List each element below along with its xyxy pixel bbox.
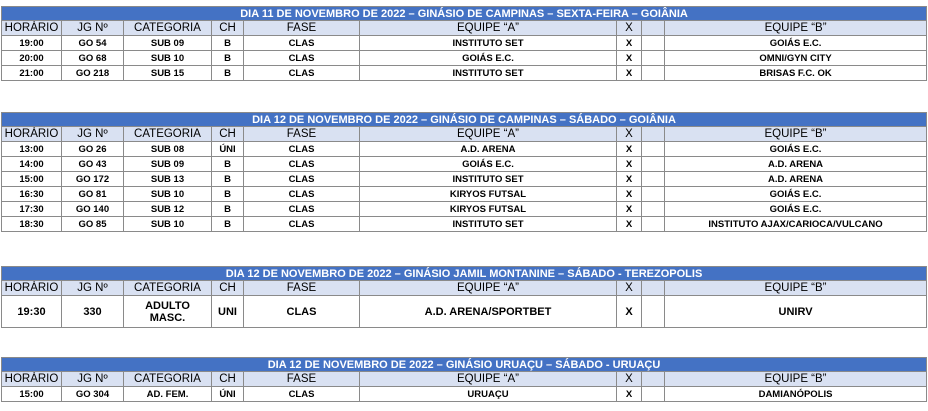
cell-jogo: GO 140 bbox=[62, 202, 124, 217]
cell-categoria: SUB 09 bbox=[124, 36, 212, 51]
header-equipe-b: EQUIPE “B” bbox=[665, 127, 927, 142]
cell-ch: B bbox=[212, 51, 244, 66]
cell-jogo: GO 172 bbox=[62, 172, 124, 187]
cell-categoria: SUB 09 bbox=[124, 157, 212, 172]
cell-horario: 14:00 bbox=[2, 157, 62, 172]
cell-jogo: GO 26 bbox=[62, 142, 124, 157]
header-blank bbox=[642, 372, 665, 387]
cell-equipe-a: GOIÁS E.C. bbox=[360, 51, 617, 66]
cell-fase: CLAS bbox=[244, 187, 360, 202]
cell-blank bbox=[642, 172, 665, 187]
cell-jogo: GO 218 bbox=[62, 66, 124, 81]
header-horario: HORÁRIO bbox=[2, 281, 62, 296]
header-fase: FASE bbox=[244, 127, 360, 142]
cell-jogo: GO 304 bbox=[62, 387, 124, 402]
cell-ch: ÚNI bbox=[212, 387, 244, 402]
schedule-table bbox=[1, 112, 927, 232]
table-row bbox=[2, 51, 927, 66]
cell-horario: 16:30 bbox=[2, 187, 62, 202]
cell-ch: B bbox=[212, 187, 244, 202]
cell-x: X bbox=[617, 202, 642, 217]
cell-x: X bbox=[617, 217, 642, 232]
header-jogo: JG Nº bbox=[62, 127, 124, 142]
cell-ch: B bbox=[212, 36, 244, 51]
cell-ch: B bbox=[212, 202, 244, 217]
header-horario: HORÁRIO bbox=[2, 127, 62, 142]
cell-categoria: SUB 12 bbox=[124, 202, 212, 217]
cell-categoria: SUB 13 bbox=[124, 172, 212, 187]
header-blank bbox=[642, 21, 665, 36]
cell-equipe-a: URUAÇU bbox=[360, 387, 617, 402]
cell-fase: CLAS bbox=[244, 296, 360, 328]
header-blank bbox=[642, 281, 665, 296]
cell-blank bbox=[642, 387, 665, 402]
cell-x: X bbox=[617, 157, 642, 172]
header-ch: CH bbox=[212, 127, 244, 142]
cell-equipe-b: DAMIANÓPOLIS bbox=[665, 387, 927, 402]
cell-jogo: GO 43 bbox=[62, 157, 124, 172]
table-row bbox=[2, 217, 927, 232]
cell-horario: 15:00 bbox=[2, 172, 62, 187]
header-jogo: JG Nº bbox=[62, 281, 124, 296]
cell-horario: 19:30 bbox=[2, 296, 62, 328]
header-ch: CH bbox=[212, 372, 244, 387]
table-row bbox=[2, 157, 927, 172]
table-row bbox=[2, 142, 927, 157]
header-fase: FASE bbox=[244, 21, 360, 36]
cell-ch: UNI bbox=[212, 296, 244, 328]
cell-equipe-b: A.D. ARENA bbox=[665, 157, 927, 172]
header-blank bbox=[642, 127, 665, 142]
cell-categoria: SUB 10 bbox=[124, 217, 212, 232]
cell-equipe-a: A.D. ARENA/SPORTBET bbox=[360, 296, 617, 328]
cell-horario: 20:00 bbox=[2, 51, 62, 66]
table-row bbox=[2, 387, 927, 402]
header-equipe-a: EQUIPE “A” bbox=[360, 127, 617, 142]
table-row bbox=[2, 187, 927, 202]
schedule-title: DIA 12 DE NOVEMBRO DE 2022 – GINÁSIO URUAÇU – SÁBADO - URUAÇU bbox=[2, 358, 927, 372]
cell-equipe-b: GOIÁS E.C. bbox=[665, 202, 927, 217]
header-jogo: JG Nº bbox=[62, 21, 124, 36]
cell-fase: CLAS bbox=[244, 66, 360, 81]
cell-equipe-a: KIRYOS FUTSAL bbox=[360, 202, 617, 217]
cell-equipe-b: INSTITUTO AJAX/CARIOCA/VULCANO bbox=[665, 217, 927, 232]
header-fase: FASE bbox=[244, 372, 360, 387]
cell-ch: ÚNI bbox=[212, 142, 244, 157]
schedule-table bbox=[1, 357, 927, 402]
cell-fase: CLAS bbox=[244, 157, 360, 172]
header-jogo: JG Nº bbox=[62, 372, 124, 387]
cell-equipe-a: KIRYOS FUTSAL bbox=[360, 187, 617, 202]
cell-categoria: AD. FEM. bbox=[124, 387, 212, 402]
cell-equipe-a: INSTITUTO SET bbox=[360, 36, 617, 51]
cell-blank bbox=[642, 217, 665, 232]
cell-equipe-a: INSTITUTO SET bbox=[360, 66, 617, 81]
header-fase: FASE bbox=[244, 281, 360, 296]
cell-blank bbox=[642, 202, 665, 217]
cell-jogo: GO 68 bbox=[62, 51, 124, 66]
cell-fase: CLAS bbox=[244, 202, 360, 217]
cell-equipe-b: GOIÁS E.C. bbox=[665, 187, 927, 202]
cell-equipe-b: UNIRV bbox=[665, 296, 927, 328]
cell-blank bbox=[642, 142, 665, 157]
cell-blank bbox=[642, 51, 665, 66]
cell-equipe-b: OMNI/GYN CITY bbox=[665, 51, 927, 66]
cell-fase: CLAS bbox=[244, 387, 360, 402]
header-horario: HORÁRIO bbox=[2, 372, 62, 387]
cell-jogo: GO 81 bbox=[62, 187, 124, 202]
header-ch: CH bbox=[212, 21, 244, 36]
header-categoria: CATEGORIA bbox=[124, 127, 212, 142]
cell-fase: CLAS bbox=[244, 172, 360, 187]
header-x: X bbox=[617, 281, 642, 296]
header-categoria: CATEGORIA bbox=[124, 281, 212, 296]
cell-fase: CLAS bbox=[244, 36, 360, 51]
cell-x: X bbox=[617, 142, 642, 157]
cell-horario: 21:00 bbox=[2, 66, 62, 81]
cell-categoria: ADULTO MASC. bbox=[124, 296, 212, 328]
cell-blank bbox=[642, 157, 665, 172]
table-row bbox=[2, 296, 927, 328]
cell-x: X bbox=[617, 66, 642, 81]
header-equipe-b: EQUIPE “B” bbox=[665, 21, 927, 36]
cell-categoria: SUB 08 bbox=[124, 142, 212, 157]
cell-blank bbox=[642, 36, 665, 51]
cell-ch: B bbox=[212, 172, 244, 187]
header-x: X bbox=[617, 127, 642, 142]
cell-fase: CLAS bbox=[244, 217, 360, 232]
cell-x: X bbox=[617, 36, 642, 51]
header-categoria: CATEGORIA bbox=[124, 372, 212, 387]
cell-x: X bbox=[617, 51, 642, 66]
cell-horario: 19:00 bbox=[2, 36, 62, 51]
cell-horario: 13:00 bbox=[2, 142, 62, 157]
cell-blank bbox=[642, 66, 665, 81]
schedule-title: DIA 12 DE NOVEMBRO DE 2022 – GINÁSIO DE CAMPINAS – SÁBADO – GOIÂNIA bbox=[2, 113, 927, 127]
table-row bbox=[2, 36, 927, 51]
cell-horario: 17:30 bbox=[2, 202, 62, 217]
cell-horario: 15:00 bbox=[2, 387, 62, 402]
cell-equipe-a: INSTITUTO SET bbox=[360, 217, 617, 232]
cell-equipe-b: GOIÁS E.C. bbox=[665, 36, 927, 51]
cell-categoria: SUB 15 bbox=[124, 66, 212, 81]
cell-equipe-a: A.D. ARENA bbox=[360, 142, 617, 157]
cell-fase: CLAS bbox=[244, 51, 360, 66]
cell-x: X bbox=[617, 387, 642, 402]
schedule-table bbox=[1, 6, 927, 81]
header-categoria: CATEGORIA bbox=[124, 21, 212, 36]
cell-blank bbox=[642, 187, 665, 202]
cell-x: X bbox=[617, 296, 642, 328]
header-equipe-a: EQUIPE “A” bbox=[360, 281, 617, 296]
schedule-title: DIA 12 DE NOVEMBRO DE 2022 – GINÁSIO JAMIL MONTANINE – SÁBADO - TEREZOPOLIS bbox=[2, 267, 927, 281]
header-equipe-b: EQUIPE “B” bbox=[665, 372, 927, 387]
cell-x: X bbox=[617, 172, 642, 187]
table-row bbox=[2, 202, 927, 217]
header-x: X bbox=[617, 21, 642, 36]
schedule-table bbox=[1, 266, 927, 328]
cell-equipe-b: BRISAS F.C. OK bbox=[665, 66, 927, 81]
header-equipe-a: EQUIPE “A” bbox=[360, 372, 617, 387]
header-equipe-b: EQUIPE “B” bbox=[665, 281, 927, 296]
cell-equipe-b: GOIÁS E.C. bbox=[665, 142, 927, 157]
cell-blank bbox=[642, 296, 665, 328]
header-horario: HORÁRIO bbox=[2, 21, 62, 36]
cell-ch: B bbox=[212, 66, 244, 81]
header-ch: CH bbox=[212, 281, 244, 296]
cell-categoria: SUB 10 bbox=[124, 51, 212, 66]
cell-ch: B bbox=[212, 217, 244, 232]
cell-ch: B bbox=[212, 157, 244, 172]
header-equipe-a: EQUIPE “A” bbox=[360, 21, 617, 36]
cell-fase: CLAS bbox=[244, 142, 360, 157]
cell-jogo: GO 54 bbox=[62, 36, 124, 51]
cell-categoria: SUB 10 bbox=[124, 187, 212, 202]
cell-equipe-a: INSTITUTO SET bbox=[360, 172, 617, 187]
cell-jogo: GO 85 bbox=[62, 217, 124, 232]
header-x: X bbox=[617, 372, 642, 387]
table-row bbox=[2, 66, 927, 81]
cell-equipe-b: A.D. ARENA bbox=[665, 172, 927, 187]
cell-horario: 18:30 bbox=[2, 217, 62, 232]
cell-equipe-a: GOIÁS E.C. bbox=[360, 157, 617, 172]
cell-jogo: 330 bbox=[62, 296, 124, 328]
schedule-title: DIA 11 DE NOVEMBRO DE 2022 – GINÁSIO DE CAMPINAS – SEXTA-FEIRA – GOIÂNIA bbox=[2, 7, 927, 21]
table-row bbox=[2, 172, 927, 187]
cell-x: X bbox=[617, 187, 642, 202]
